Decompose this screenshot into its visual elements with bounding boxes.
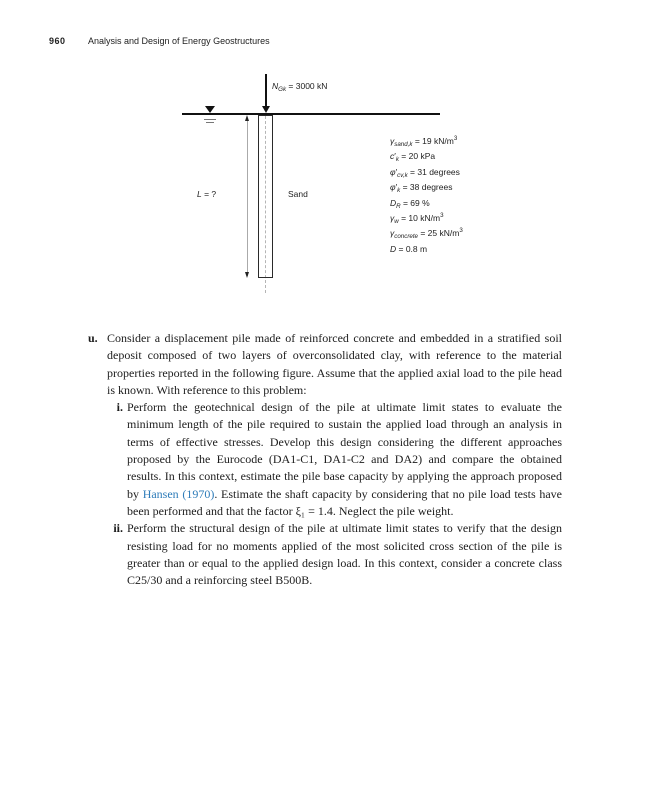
length-value: = ? bbox=[201, 189, 217, 199]
water-table-line bbox=[206, 122, 214, 123]
item-ii-text: Perform the structural design of the pile at ultimate limit states to verify that the design resisting load for no moments applied of the most solicited cross section of the pile is greater than or equal to the applied design load. In this context, consider a concrete class C25/30 and a reinforcing steel B500B. bbox=[127, 521, 562, 588]
material-properties-list bbox=[390, 131, 463, 254]
soil-label: Sand bbox=[288, 189, 308, 199]
problem-statement bbox=[88, 330, 562, 589]
load-subscript: Gk bbox=[278, 86, 287, 93]
dimension-arrow-down-icon bbox=[245, 272, 249, 278]
problem-intro-text: Consider a displacement pile made of reinforced concrete and embedded in a stratified soil deposit composed of two layers of overconsolidated clay, with reference to the material properties reported in the following figure. Assume that the applied axial load to the pile head is known. With reference to this problem: bbox=[107, 331, 562, 397]
list-marker-i: i. bbox=[116, 400, 123, 415]
list-marker-u: u. bbox=[88, 331, 98, 345]
running-title: Analysis and Design of Energy Geostructures bbox=[88, 36, 270, 46]
property-row: $D_R = 69$ % bbox=[390, 197, 430, 210]
problem-item-i bbox=[88, 399, 562, 520]
ground-line bbox=[182, 113, 440, 115]
length-label bbox=[197, 189, 216, 199]
hansen-citation-link[interactable]: Hansen (1970) bbox=[142, 486, 215, 501]
page-number: 960 bbox=[49, 36, 66, 46]
load-value: = 3000 kN bbox=[286, 81, 328, 91]
property-row: $c'_k = 20$ kPa bbox=[390, 151, 436, 164]
load-arrow-line bbox=[265, 74, 267, 108]
length-dimension-line bbox=[247, 118, 248, 276]
property-row: $\varphi'_k = 38$ degrees bbox=[390, 182, 453, 195]
load-label bbox=[272, 81, 327, 93]
load-arrow-head-icon bbox=[262, 106, 270, 113]
load-symbol: N bbox=[272, 81, 279, 91]
list-marker-ii: ii. bbox=[113, 521, 123, 536]
pile-figure bbox=[0, 0, 648, 310]
property-row: $\gamma_{sand,k} = 19$ $kN/m^3$ bbox=[390, 135, 458, 148]
length-symbol: L bbox=[197, 189, 202, 199]
property-row: $\gamma_{concrete} = 25$ $kN/m^3$ bbox=[390, 227, 463, 241]
property-row: $\gamma_w = 10$ $kN/m^3$ bbox=[390, 211, 444, 225]
problem-intro-paragraph bbox=[88, 330, 562, 399]
property-row: D = 0.8 m bbox=[390, 243, 428, 254]
property-row: $\varphi'_{cv,k} = 31$ degrees bbox=[390, 166, 460, 179]
water-table-line bbox=[204, 119, 216, 120]
item-i-text-after-link: . Estimate the shaft capacity by considering that no pile load tests have been performed and that the factor ξ₁ = 1.4. Neglect the pile weight. bbox=[127, 486, 563, 518]
item-i-text-before-link: Perform the geotechnical design of the pile at ultimate limit states to evaluate the minimum length of the pile required to sustain the applied load through an analysis in terms of effective stresses. Develop this design considering the different approaches proposed by the Eurocode (DA1-C1, DA1-C2 and DA2) and compare the obtained results. In this context, estimate the pile base capacity by applying the approach proposed by bbox=[127, 400, 562, 501]
dimension-arrow-up-icon bbox=[245, 115, 249, 121]
problem-item-ii bbox=[88, 520, 562, 589]
pile-shaft bbox=[258, 115, 273, 278]
water-table-icon bbox=[205, 106, 215, 113]
